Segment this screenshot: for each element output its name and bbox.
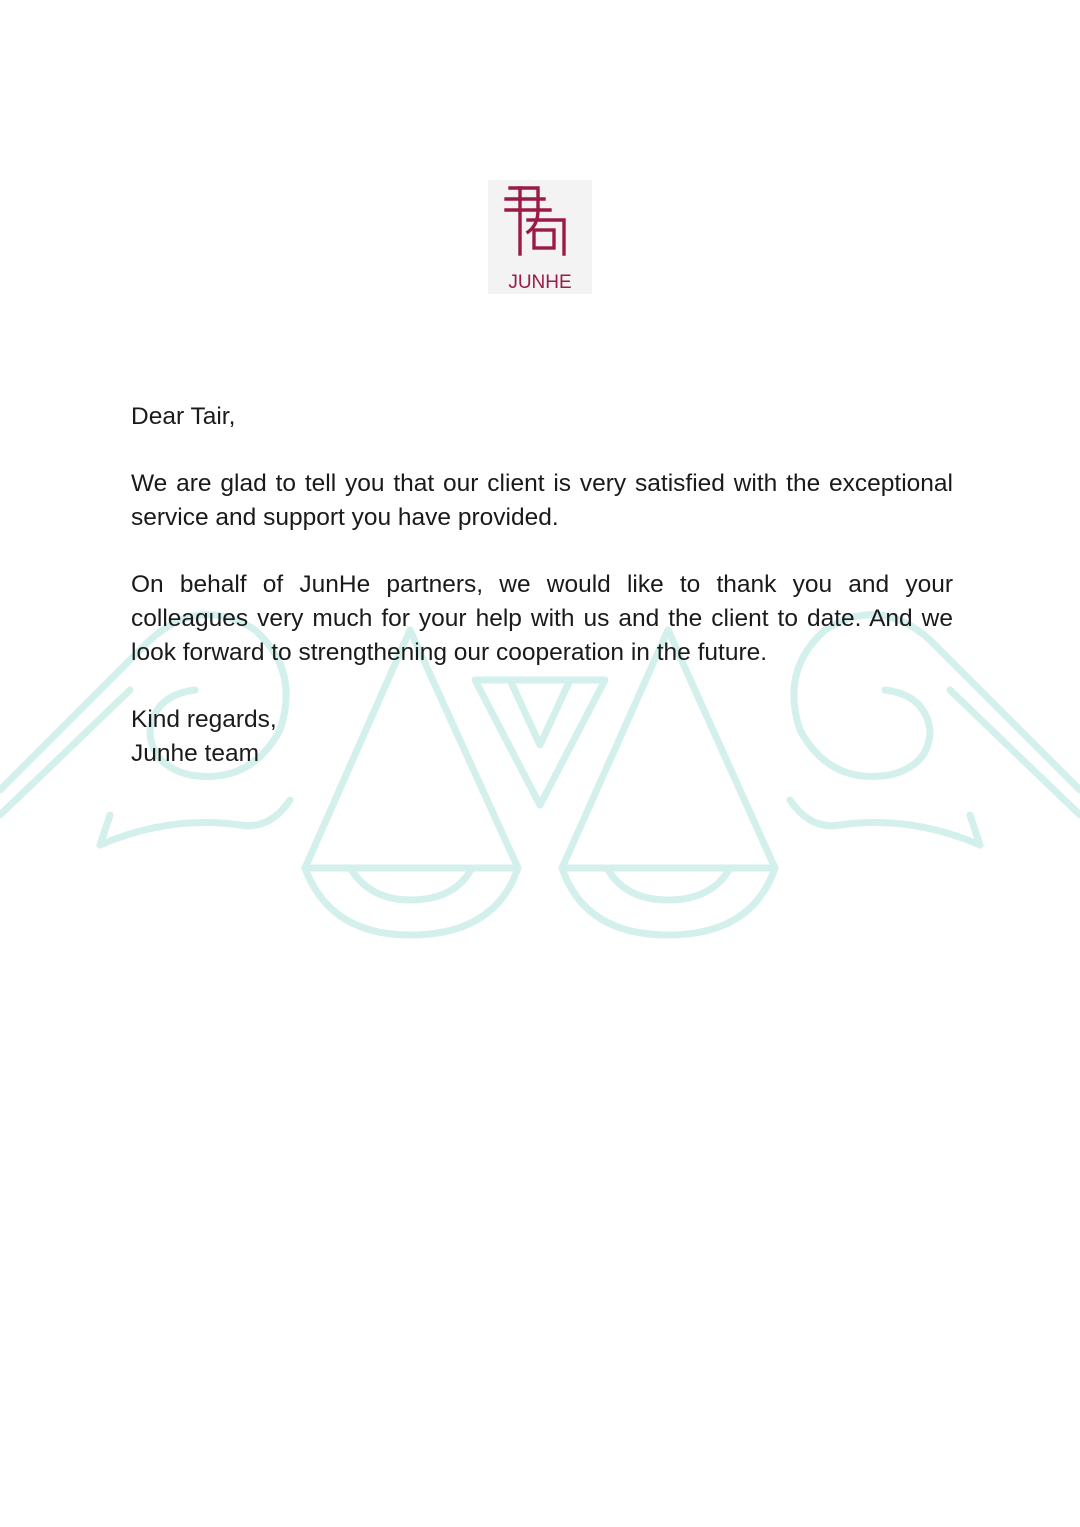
paragraph-1: We are glad to tell you that our client is very satisfied with the exceptional service and support you have provided.: [131, 470, 953, 531]
paragraph-2: On behalf of JunHe partners, we would like to thank you and your colleagues very much for your help with us and the client to date. And we look forward to strengthening our cooperation in the future.: [131, 571, 953, 666]
salutation: Dear Tair,: [131, 403, 236, 430]
closing-block: [131, 703, 953, 771]
signature: Junhe team: [131, 740, 260, 767]
letter-body: [131, 400, 953, 804]
logo-wordmark: JUNHE: [508, 272, 572, 293]
junhe-logo: [488, 180, 592, 294]
closing: Kind regards,: [131, 706, 277, 733]
junhe-logo-mark-icon: [488, 180, 592, 294]
